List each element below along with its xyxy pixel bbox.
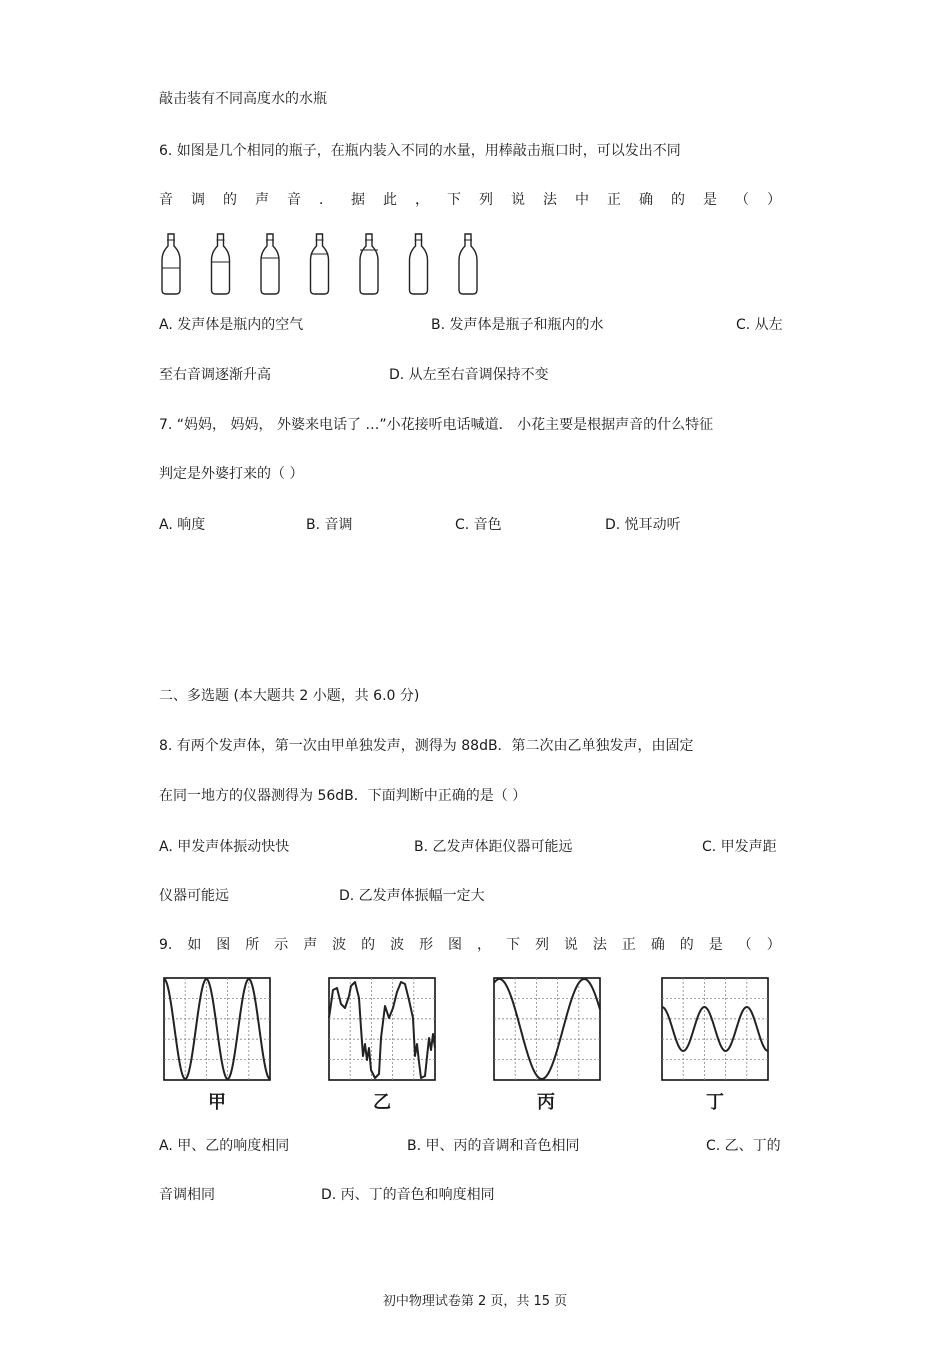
q8-option-a: A. 甲发声体振动快快 [159,839,290,855]
question-8-stem: 8. 有两个发声体，第一次由甲单独发声，测得为 88dB．第二次由乙单独发声，由固定 [159,738,694,754]
question-9-stem [159,936,781,954]
q9-option-a: A. 甲、乙的响度相同 [159,1138,290,1154]
char: 音 [287,192,301,208]
question-8-stem-cont: 在同一地方的仪器测得为 56dB．下面判断中正确的是（ ） [159,788,527,804]
char: （ [737,937,752,953]
char: ） [767,192,781,208]
q6-option-d: D. 从左至右音调保持不变 [389,367,549,383]
char: 如 [187,937,202,953]
char: 下 [505,937,520,953]
bottle [360,234,378,294]
question-6-stem: 6. 如图是几个相同的瓶子，在瓶内装入不同的水量，用棒敲击瓶口时，可以发出不同 [159,143,681,159]
bottle [162,234,180,294]
char: 法 [592,937,607,953]
waveform-bing [493,977,601,1081]
char: 下 [447,192,461,208]
char: 说 [511,192,525,208]
char: 音 [159,192,173,208]
char: 波 [332,937,347,953]
char: ， [415,192,429,208]
q6-option-b: B. 发声体是瓶子和瓶内的水 [431,317,604,333]
char: 说 [563,937,578,953]
page-footer: 初中物理试卷第 2 页，共 15 页 [382,1294,568,1309]
question-7-stem-cont: 判定是外婆打来的（ ） [159,466,304,482]
q8-option-c-cont: 仪器可能远 [159,888,229,904]
q9-option-d: D. 丙、丁的音色和响度相同 [321,1187,495,1203]
bottle [261,234,279,294]
waveform-ding [661,977,769,1081]
q6-option-a: A. 发声体是瓶内的空气 [159,317,304,333]
char: （ [735,192,749,208]
char: 调 [191,192,205,208]
q9-option-c-cont: 音调相同 [159,1187,215,1203]
bottle [410,234,428,294]
char: ） [766,937,781,953]
char: 据 [351,192,365,208]
char: 示 [274,937,289,953]
q6-option-c-cont: 至右音调逐渐升高 [159,367,271,383]
char: 确 [639,192,653,208]
char: 中 [575,192,589,208]
char: ． [319,192,333,208]
char: 的 [671,192,685,208]
wave-label-ding: 丁 [706,1092,724,1113]
char: 图 [448,937,463,953]
q6-option-c: C. 从左 [736,317,783,333]
char: 声 [255,192,269,208]
bottle [459,234,477,294]
char: 的 [223,192,237,208]
char: 正 [621,937,636,953]
char: 正 [607,192,621,208]
question-6-stem-cont [159,191,781,209]
wave-label-jia: 甲 [208,1092,226,1113]
bottles-figure [155,232,485,296]
char: 法 [543,192,557,208]
waveform-yi [328,977,436,1081]
char: 波 [390,937,405,953]
char: 的 [679,937,694,953]
q7-option-b: B. 音调 [306,517,353,533]
question-7-stem: 7. “妈妈， 妈妈， 外婆来电话了 …”小花接听电话喊道． 小花主要是根据声音的什么特征 [159,417,714,433]
q8-option-d: D. 乙发声体振幅一定大 [339,888,485,904]
char: 是 [708,937,723,953]
q7-option-c: C. 音色 [455,517,502,533]
q8-option-c: C. 甲发声距 [702,839,777,855]
char: 9. [159,937,173,953]
q7-option-a: A. 响度 [159,517,206,533]
q8-option-b: B. 乙发声体距仪器可能远 [414,839,573,855]
section-2-heading: 二、多选题 (本大题共 2 小题，共 6.0 分) [159,688,420,704]
wave-label-yi: 乙 [373,1092,391,1113]
char: 形 [419,937,434,953]
char: 所 [245,937,260,953]
waveform-jia [163,977,271,1081]
bottle [212,234,230,294]
bottle [311,234,329,294]
q9-option-b: B. 甲、丙的音调和音色相同 [407,1138,580,1154]
char: 此 [383,192,397,208]
char: 的 [361,937,376,953]
char: 声 [303,937,318,953]
q7-option-d: D. 悦耳动听 [605,517,681,533]
text-line: 敲击装有不同高度水的水瓶 [159,91,327,107]
q9-option-c: C. 乙、丁的 [706,1138,781,1154]
char: 列 [479,192,493,208]
char: 是 [703,192,717,208]
char: 列 [534,937,549,953]
char: ， [477,937,492,953]
char: 确 [650,937,665,953]
wave-label-bing: 丙 [537,1092,555,1113]
char: 图 [216,937,231,953]
